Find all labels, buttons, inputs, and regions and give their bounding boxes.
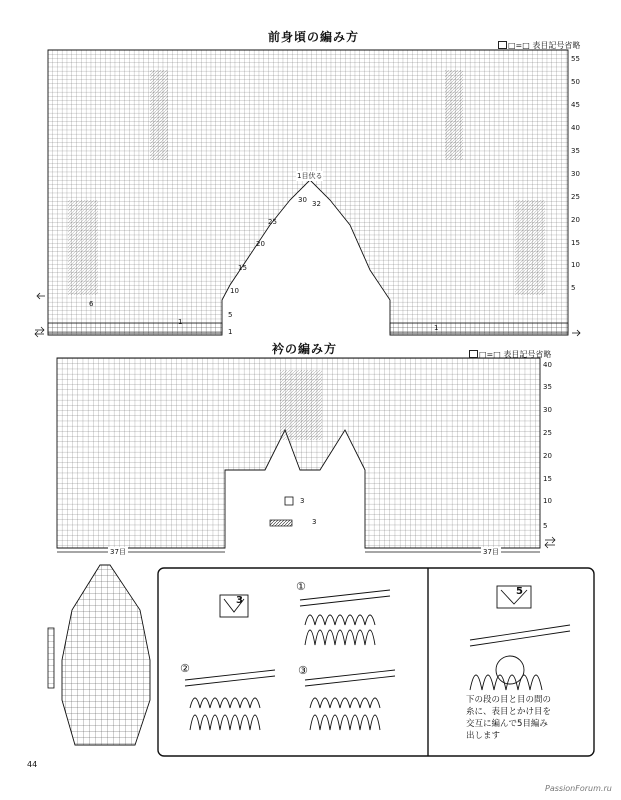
stitch-5-label: 5 (228, 311, 233, 319)
front-row-label-5: 5 (571, 284, 576, 292)
front-row-label-45: 45 (571, 101, 580, 109)
collar-arrow-right (545, 537, 555, 548)
stitch-15-label: 15 (238, 264, 247, 272)
collar-row-label-20: 20 (543, 452, 552, 460)
collar-row-label-35: 35 (543, 383, 552, 391)
caption-line-3: 交互に編んで5目編み (466, 719, 548, 729)
stitch-20-label: 20 (256, 240, 265, 248)
front-row-label-40: 40 (571, 124, 580, 132)
leaf-motif-chart (62, 565, 150, 745)
front-chart-body (48, 50, 568, 335)
front-row-label-15: 15 (571, 239, 580, 247)
symbol-3-box (220, 595, 248, 617)
knit-illustration-step1 (300, 590, 390, 645)
step-2-label: ② (180, 662, 190, 675)
stitch-6-label: 6 (89, 300, 94, 308)
symbol-5-label: 5 (516, 586, 523, 597)
front-motif-left-upper (150, 70, 168, 160)
leaf-motif-stitch-key (48, 628, 54, 688)
collar-row-label-15: 15 (543, 475, 552, 483)
collar-motif-center (280, 370, 322, 440)
stitch-1-right-label: 1 (434, 324, 439, 332)
collar-symbol-key-1 (285, 497, 293, 505)
collar-symbol-key-value-1: 3 (300, 497, 305, 505)
symbol-5-box (497, 586, 531, 608)
front-motif-right-lower (515, 200, 545, 295)
caption-line-1: 下の段の目と目の間の (466, 695, 552, 705)
collar-row-label-10: 10 (543, 497, 552, 505)
page-number: 44 (27, 760, 38, 769)
front-left-strip (48, 323, 222, 333)
front-row-label-25: 25 (571, 193, 580, 201)
front-arrow-bottom-left (35, 327, 44, 337)
collar-row-label-30: 30 (543, 406, 552, 414)
collar-symbol-key-value-2: 3 (312, 518, 317, 526)
knit-illustration-step3 (305, 670, 395, 730)
collar-chart-title: 衿の編み方 (272, 342, 338, 356)
step-1-label: ① (296, 580, 306, 593)
stitch-32-label: 32 (312, 200, 321, 208)
front-row-label-10: 10 (571, 261, 580, 269)
front-row-label-50: 50 (571, 78, 580, 86)
caption-line-4: 出します (466, 731, 501, 741)
panel-caption (466, 694, 584, 742)
front-row-label-30: 30 (571, 170, 580, 178)
front-arrow-right (572, 330, 580, 336)
front-motif-right-upper (445, 70, 463, 160)
front-arrow-left (37, 293, 45, 299)
front-chart-legend: □=□ 表目記号省略 (497, 40, 580, 51)
knit-illustration-5-stitch (470, 625, 570, 690)
bind-off-label: 1目伏る (297, 172, 323, 180)
step-3-label: ③ (298, 664, 308, 677)
front-motif-left-lower (68, 200, 98, 295)
collar-row-label-40: 40 (543, 361, 552, 369)
stitch-25-label: 25 (268, 218, 277, 226)
stitch-1-left-label: 1 (178, 318, 183, 326)
front-row-label-1: 1 (228, 328, 233, 336)
watermark: PassionForum.ru (545, 784, 612, 793)
front-row-label-55: 55 (571, 55, 580, 63)
caption-line-2: 糸に、表目とかけ目を (466, 707, 552, 717)
collar-symbol-key-2 (270, 520, 292, 526)
collar-row-label-25: 25 (543, 429, 552, 437)
collar-count-right: 37目 (483, 548, 499, 556)
symbol-3-label: 3 (236, 595, 243, 606)
front-right-strip (390, 323, 568, 333)
collar-chart-legend: □=□ 表目記号省略 (468, 349, 551, 360)
collar-count-left: 37目 (110, 548, 126, 556)
collar-row-label-5: 5 (543, 522, 548, 530)
front-row-label-20: 20 (571, 216, 580, 224)
front-chart-title: 前身頃の編み方 (268, 30, 360, 44)
stitch-30-label: 30 (298, 196, 307, 204)
stitch-10-label: 10 (230, 287, 239, 295)
knit-illustration-step2 (185, 670, 275, 730)
front-row-label-35: 35 (571, 147, 580, 155)
